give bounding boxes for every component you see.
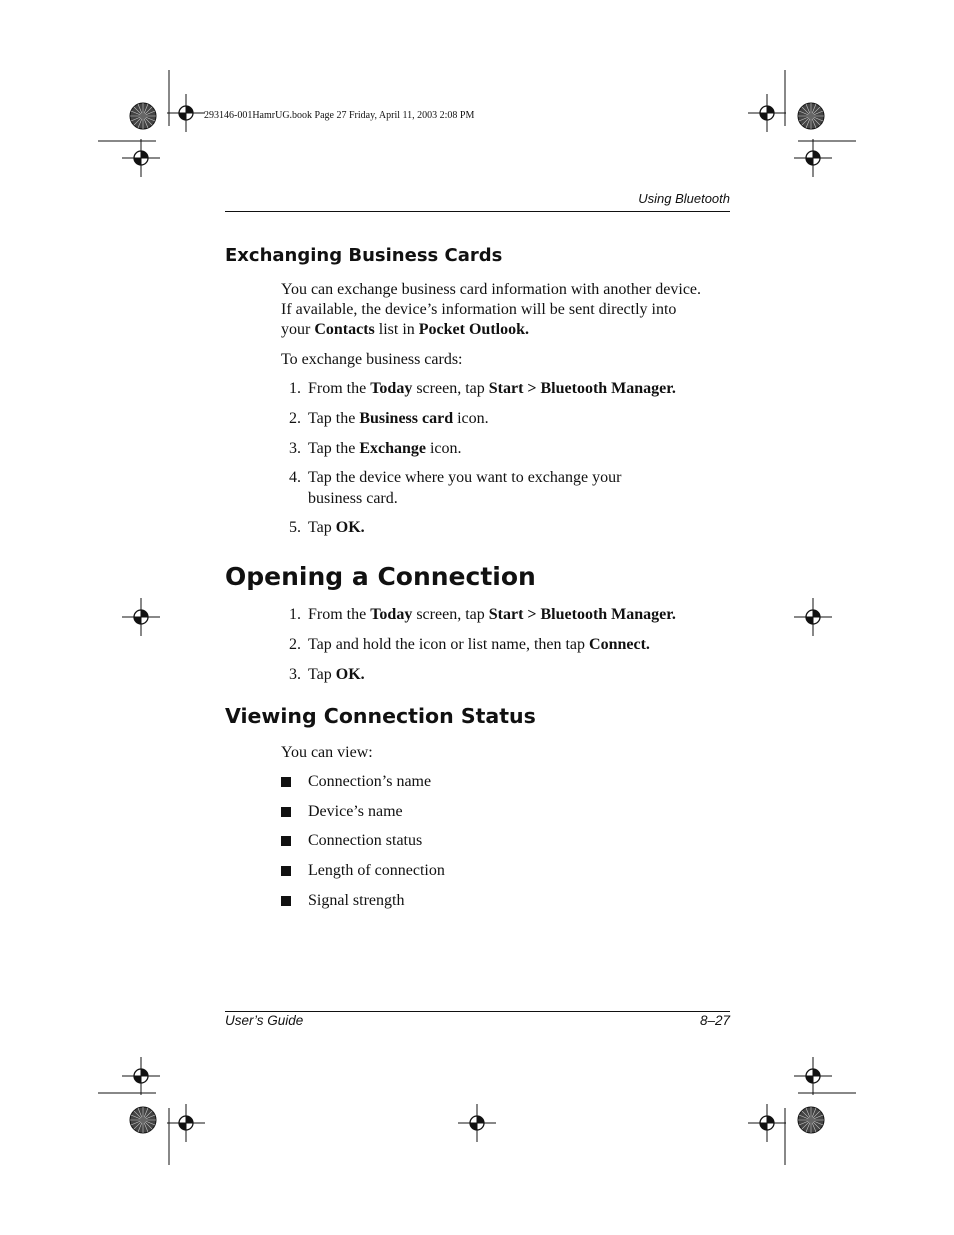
page-number: 8–27	[699, 1013, 730, 1028]
viewing-lead: You can view:	[281, 744, 373, 761]
step-number: 2.	[289, 410, 301, 427]
step-text: icon.	[453, 410, 489, 427]
step-text: Tap and hold the icon or list name, then tap	[308, 636, 590, 653]
step-text: Tap	[308, 666, 336, 683]
exchanging-lead: To exchange business cards:	[281, 351, 463, 368]
step-text: Tap the device where you want to exchange your	[308, 469, 622, 486]
step-text: Tap	[308, 519, 336, 536]
contacts-term: Contacts	[314, 321, 375, 338]
intro-line-2: If available, the device’s information will be sent directly into	[281, 301, 677, 318]
step-term: OK.	[335, 666, 365, 683]
section-heading-viewing: Viewing Connection Status	[225, 704, 536, 728]
bullet-square-icon	[281, 866, 291, 876]
step-term: Today	[370, 606, 413, 623]
footer-rule	[225, 1011, 730, 1012]
intro-text: your	[281, 321, 315, 338]
header-rule	[225, 211, 730, 212]
step-number: 3.	[289, 440, 301, 457]
step-text: From the	[308, 606, 371, 623]
step-number: 3.	[289, 666, 301, 683]
bullet-square-icon	[281, 777, 291, 787]
step-term: Exchange	[359, 440, 426, 457]
intro-line-1: You can exchange business card information with another device.	[281, 281, 702, 298]
step-text: icon.	[425, 440, 462, 457]
step-number: 1.	[289, 380, 301, 397]
intro-text: list in	[374, 321, 419, 338]
step-term: OK.	[335, 519, 365, 536]
step-text: Tap the	[308, 410, 360, 427]
step-text: business card.	[308, 489, 398, 507]
step-term: Start > Bluetooth Manager.	[488, 380, 676, 397]
bullet-square-icon	[281, 896, 291, 906]
step-number: 5.	[289, 519, 301, 536]
step-term: Business card	[359, 410, 454, 427]
step-number: 2.	[289, 636, 301, 653]
step-number: 4.	[289, 469, 301, 486]
print-slug: 293146-001HamrUG.book Page 27 Friday, April 11, 2003 2:08 PM	[204, 110, 475, 121]
section-heading-exchanging: Exchanging Business Cards	[225, 245, 503, 266]
step-term: Connect.	[589, 636, 650, 653]
step-text: From the	[308, 380, 371, 397]
bullet-square-icon	[281, 807, 291, 817]
step-text: Tap the	[308, 440, 360, 457]
step-number: 1.	[289, 606, 301, 623]
step-text: screen, tap	[412, 606, 489, 623]
step-text: screen, tap	[412, 380, 489, 397]
step-term: Today	[370, 380, 413, 397]
step-term: Start > Bluetooth Manager.	[488, 606, 676, 623]
section-heading-opening: Opening a Connection	[225, 562, 536, 591]
footer-left: User’s Guide	[225, 1013, 304, 1028]
exchanging-intro-paragraph	[281, 280, 733, 340]
intro-line-3	[281, 320, 733, 340]
running-header: Using Bluetooth	[638, 191, 730, 206]
bullet-square-icon	[281, 836, 291, 846]
pocket-outlook-term: Pocket Outlook.	[418, 321, 529, 338]
